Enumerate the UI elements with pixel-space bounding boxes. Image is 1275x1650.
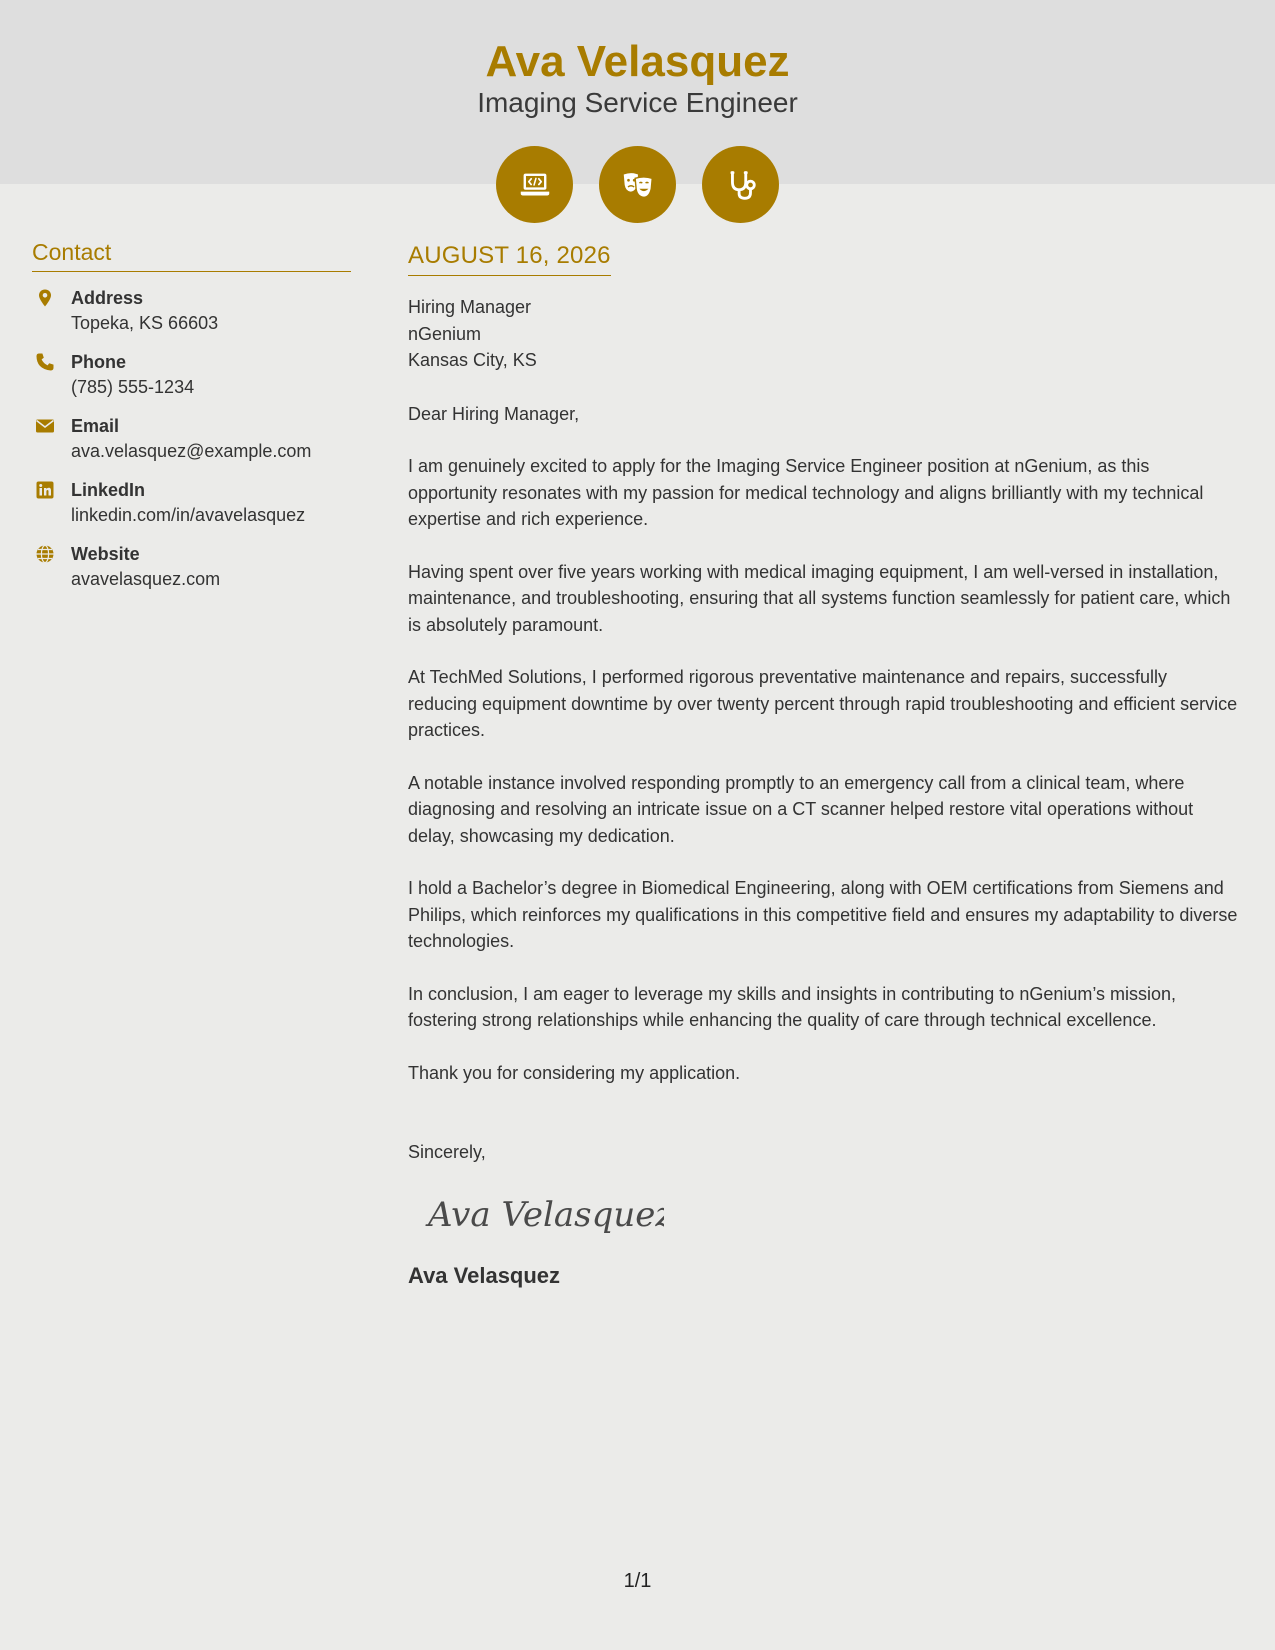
globe-icon: [35, 544, 55, 564]
recipient-line: Hiring Manager: [408, 297, 532, 317]
contact-phone-value: (785) 555-1234: [71, 377, 195, 397]
contact-email: [32, 414, 351, 464]
contact-linkedin-label: LinkedIn: [71, 480, 146, 500]
letter-date: AUGUST 16, 2026: [408, 240, 611, 276]
contact-heading: Contact: [32, 238, 351, 272]
contact-address-label: Address: [71, 288, 144, 308]
page-number: 1/1: [623, 1570, 652, 1592]
letter-paragraph: A notable instance involved responding promptly to an emergency call from a clinical team, where diagnosing and resolving an intricate issue on a CT scanner helped restore vital operations without delay, showcasing my dedication.: [408, 772, 1194, 846]
recipient-line: nGenium: [408, 323, 482, 344]
letter-paragraph: Thank you for considering my application.: [408, 1062, 741, 1083]
job-title: Imaging Service Engineer: [477, 87, 798, 118]
letter-paragraph: At TechMed Solutions, I performed rigorous preventative maintenance and repairs, successfully reducing equipment downtime by over twenty percent through rapid troubleshooting and efficient service practices.: [408, 667, 1238, 740]
candidate-name: Ava Velasquez: [485, 37, 790, 86]
stethoscope-icon: [702, 146, 779, 223]
letter-paragraph: I hold a Bachelor’s degree in Biomedical Engineering, along with OEM certifications from Siemens and Philips, which reinforces my qualifications in this competitive field and ensures my adaptability to diverse technologies.: [408, 878, 1238, 951]
header-icon-row: [496, 146, 779, 223]
contact-phone: [32, 350, 351, 400]
phone-icon: [35, 352, 55, 372]
contact-address-value: Topeka, KS 66603: [71, 313, 219, 333]
contact-website: [32, 542, 351, 592]
letter-body: [408, 240, 1238, 1290]
contact-linkedin-value[interactable]: linkedin.com/in/avavelasquez: [71, 505, 306, 525]
signature-text: Ava Velasquez: [428, 1194, 664, 1235]
contact-address: [32, 286, 351, 336]
recipient-line: Kansas City, KS: [408, 350, 537, 370]
envelope-icon: [35, 416, 55, 436]
contact-phone-label: Phone: [71, 352, 127, 372]
salutation: Dear Hiring Manager,: [408, 403, 580, 424]
contact-website-label: Website: [71, 544, 140, 564]
closing: Sincerely,: [408, 1142, 486, 1162]
handwritten-signature: [424, 1182, 664, 1246]
letter-paragraph: In conclusion, I am eager to leverage my skills and insights in contributing to nGenium’s mission, fostering strong relationships while enhancing the quality of care through technical excellence.: [408, 983, 1177, 1030]
map-pin-icon: [35, 288, 55, 308]
letter-paragraph: I am genuinely excited to apply for the Imaging Service Engineer position at nGenium, as this opportunity resonates with my passion for medical technology and aligns brilliantly with my technical expertise and rich experience.: [408, 456, 1204, 529]
contact-sidebar: [32, 238, 351, 592]
letter-paragraph: Having spent over five years working with medical imaging equipment, I am well-versed in installation, maintenance, and troubleshooting, ensuring that all systems function seamlessly for patient care, which is absolutely paramount.: [408, 561, 1231, 635]
theater-masks-icon: [599, 146, 676, 223]
contact-email-label: Email: [71, 416, 120, 436]
contact-website-value[interactable]: avavelasquez.com: [71, 569, 221, 589]
recipient-block: [408, 294, 1238, 374]
contact-linkedin: [32, 478, 351, 528]
contact-email-value[interactable]: ava.velasquez@example.com: [71, 441, 312, 461]
linkedin-icon: [35, 480, 55, 500]
signer-name: Ava Velasquez: [408, 1263, 561, 1288]
laptop-code-icon: [496, 146, 573, 223]
